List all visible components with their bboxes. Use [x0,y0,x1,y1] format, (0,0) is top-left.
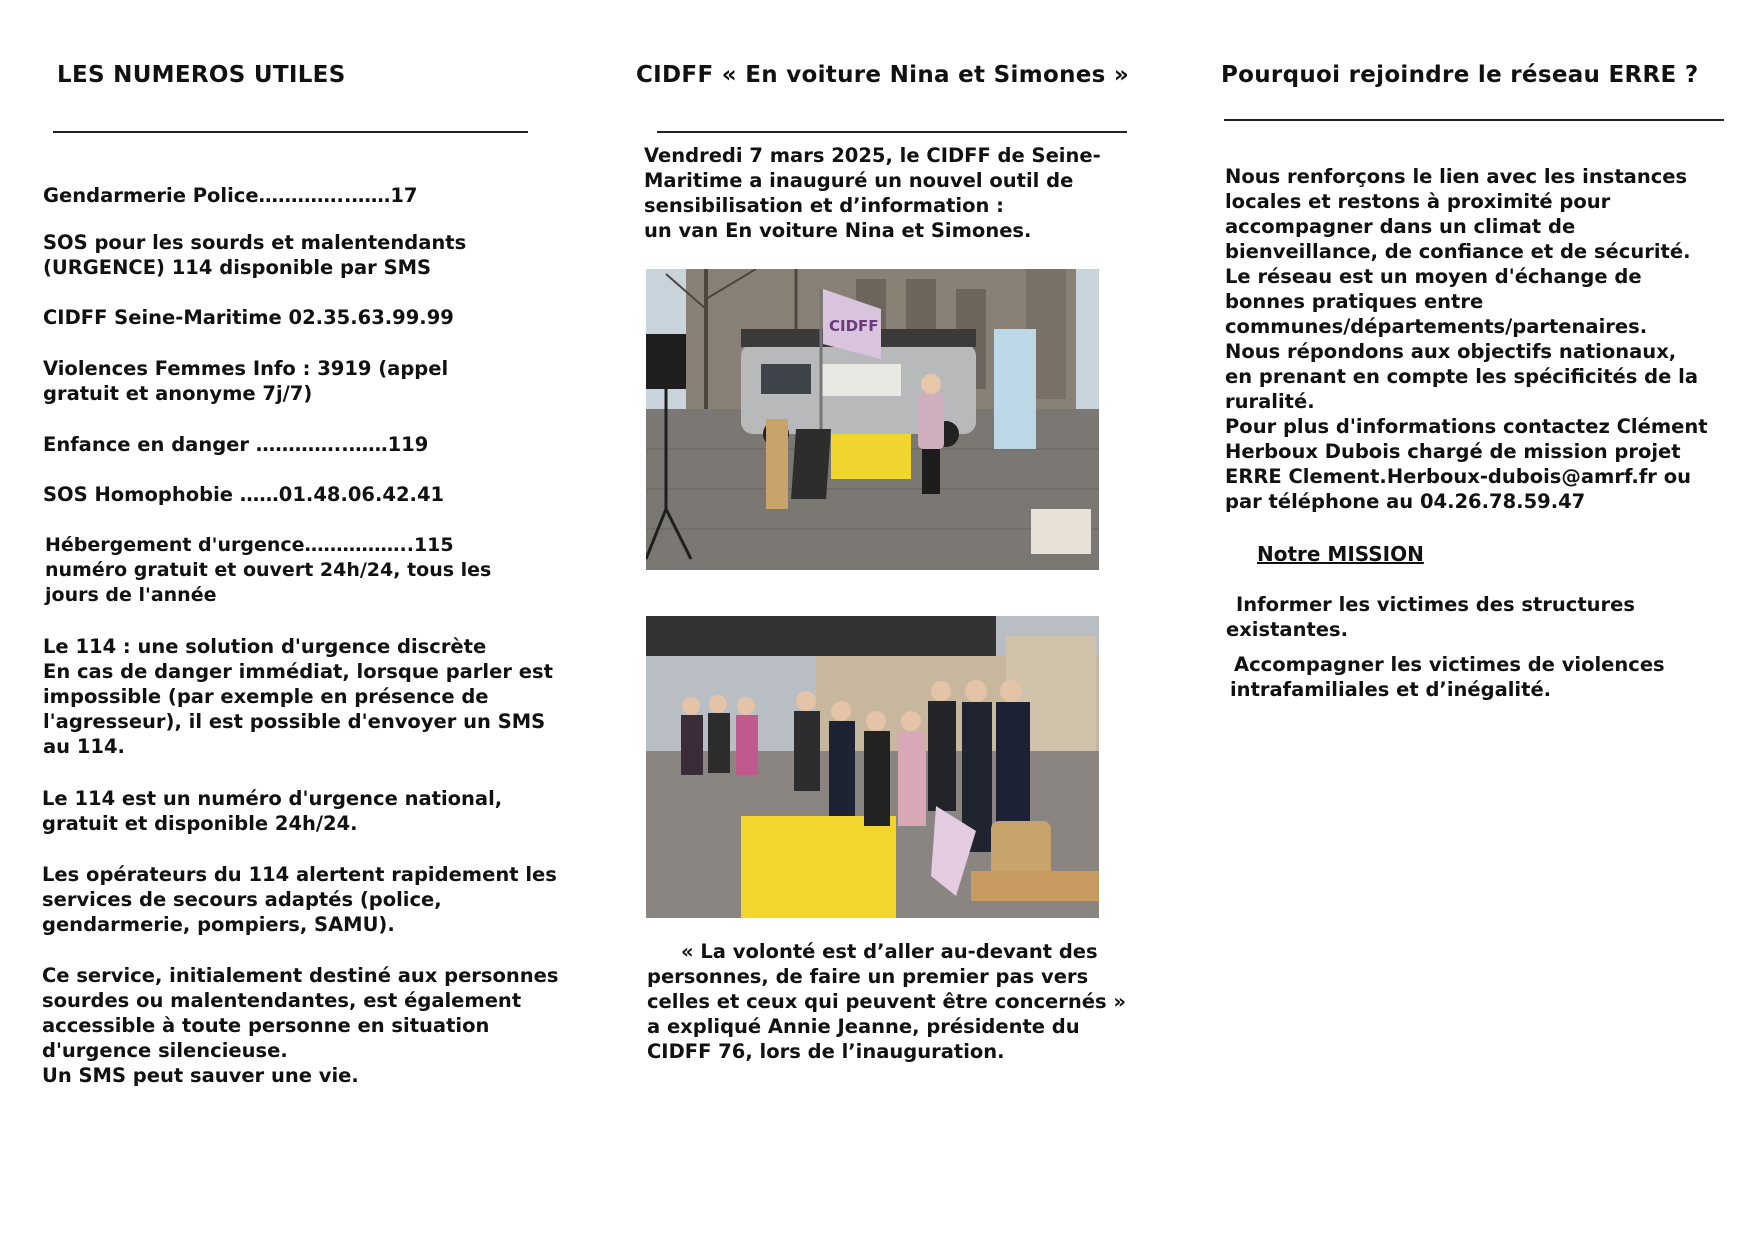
photo-van-inauguration [646,269,1099,570]
numero-violences-femmes: Violences Femmes Info : 3919 (appel gratuit et anonyme 7j/7) [43,357,449,405]
cidff-title: CIDFF « En voiture Nina et Simones » [636,62,1130,88]
numero-cidff: CIDFF Seine-Maritime 02.35.63.99.99 [43,306,454,329]
cidff-intro: Vendredi 7 mars 2025, le CIDFF de Seine- Maritime a inauguré un nouvel outil de sensibilisation et d’information : un van En voiture Nina et Simones. [644,144,1101,242]
numeros-utiles-title: LES NUMEROS UTILES [57,62,346,88]
numero-hebergement: Hébergement d'urgence……………..115 numéro gratuit et ouvert 24h/24, tous les jours de l'année [45,534,492,606]
flag-text: CIDFF [829,317,879,335]
paragraph-114-national: Le 114 est un numéro d'urgence national, gratuit et disponible 24h/24. [42,787,503,835]
photo-group-ceremony [646,616,1099,918]
numero-enfance-danger: Enfance en danger …………..……119 [43,433,429,456]
numero-gendarmerie: Gendarmerie Police…………..……17 [43,184,418,207]
title-underline-1 [53,131,528,133]
paragraph-114-service: Ce service, initialement destiné aux personnes sourdes ou malentendantes, est également accessible à toute personne en situation d'urgence silencieuse. Un SMS peut sauver une vie. [42,964,559,1087]
mission-title: Notre MISSION [1257,542,1424,566]
cidff-quote: « La volonté est d’aller au-devant des personnes, de faire un premier pas vers celles et ceux qui peuvent être concernés » a expliqué Annie Jeanne, présidente du CIDFF 76, lors de l’inauguration. [647,940,1126,1063]
mission-accompagner: Accompagner les victimes de violences intrafamiliales et d’inégalité. [1230,653,1665,701]
numero-sos-homophobie: SOS Homophobie ……01.48.06.42.41 [43,483,445,506]
numero-sos-sourds: SOS pour les sourds et malentendants (URGENCE) 114 disponible par SMS [43,231,467,279]
paragraph-114-solution: Le 114 : une solution d'urgence discrète En cas de danger immédiat, lorsque parler est impossible (par exemple en présence de l'agresseur), il est possible d'envoyer un SMS au 114. [43,635,553,758]
mission-informer: Informer les victimes des structures existantes. [1226,593,1636,641]
erre-title: Pourquoi rejoindre le réseau ERRE ? [1221,62,1699,88]
paragraph-114-operateurs: Les opérateurs du 114 alertent rapidement les services de secours adaptés (police, gendarmerie, pompiers, SAMU). [42,863,557,936]
erre-body: Nous renforçons le lien avec les instances locales et restons à proximité pour accompagner dans un climat de bienveillance, de confiance et de sécurité. Le réseau est un moyen d'échange de bonnes pratiques entre communes/départements/partenaires. Nous répondons aux objectifs nationaux, en prenant en compte les spécificités de la ruralité. Pour plus d'informations contactez Clément Herboux Dubois chargé de mission projet ERRE Clement.Herboux-dubois@amrf.fr ou par téléphone au 04.26.78.59.47 [1225,165,1708,513]
title-underline-2 [657,131,1127,133]
title-underline-3 [1224,119,1724,121]
